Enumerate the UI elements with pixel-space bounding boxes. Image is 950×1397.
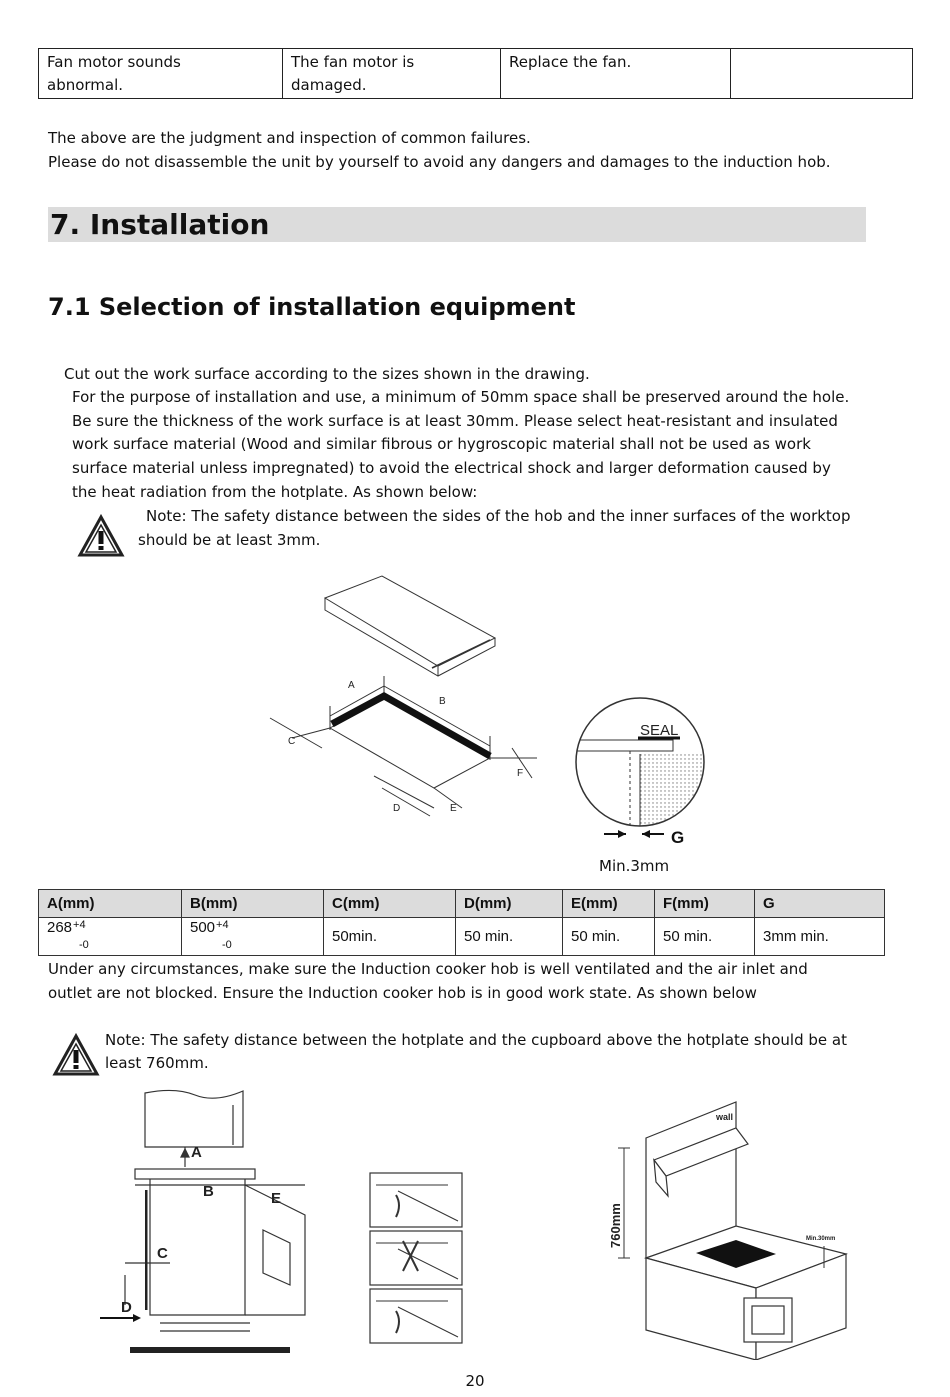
height-760-label: 760mm bbox=[608, 1203, 623, 1248]
wall-label: wall bbox=[716, 1112, 734, 1122]
min-3mm-label: Min.3mm bbox=[599, 857, 670, 875]
dim-label-a: A bbox=[348, 680, 355, 691]
header-a: A(mm) bbox=[39, 890, 182, 918]
value-b bbox=[190, 919, 232, 951]
header-g: G bbox=[755, 890, 885, 918]
solution-text: Replace the fan. bbox=[509, 53, 632, 71]
table-row bbox=[39, 49, 913, 99]
value-a-plus: +4 bbox=[73, 919, 86, 931]
side-label-d: D bbox=[121, 1299, 132, 1316]
value-d: 50 min. bbox=[456, 918, 563, 956]
side-label-b: B bbox=[203, 1183, 214, 1200]
failure-table bbox=[38, 48, 913, 99]
section-heading-bar bbox=[48, 207, 866, 242]
value-b-plus: +4 bbox=[216, 919, 229, 931]
seal-label: SEAL bbox=[640, 722, 679, 739]
header-c: C(mm) bbox=[324, 890, 456, 918]
value-b-base: 500 bbox=[190, 919, 216, 936]
body-line-6: the heat radiation from the hotplate. As shown below: bbox=[72, 483, 478, 501]
dim-label-c: C bbox=[288, 736, 296, 747]
body-line-3: Be sure the thickness of the work surface is at least 30mm. Please select heat-resistant and insulated bbox=[72, 412, 838, 430]
dim-label-e: E bbox=[450, 803, 457, 814]
value-b-cell bbox=[182, 918, 324, 956]
side-label-c: C bbox=[157, 1245, 168, 1262]
note2-line-2: least 760mm. bbox=[105, 1054, 209, 1072]
cutout-diagram bbox=[262, 568, 552, 828]
page-number: 20 bbox=[465, 1372, 485, 1390]
dimensions-table bbox=[38, 889, 885, 956]
table-row bbox=[39, 918, 885, 956]
side-label-a: A bbox=[191, 1144, 202, 1161]
fault-text: Fan motor sounds abnormal. bbox=[47, 53, 181, 94]
g-label: G bbox=[671, 828, 685, 847]
body-line-1: Cut out the work surface according to the sizes shown in the drawing. bbox=[64, 365, 590, 383]
value-b-minus: -0 bbox=[222, 939, 232, 951]
header-f: F(mm) bbox=[655, 890, 755, 918]
cause-cell bbox=[283, 49, 501, 99]
value-a-cell bbox=[39, 918, 182, 956]
body-line-4: work surface material (Wood and similar fibrous or hygroscopic material shall not be used as work bbox=[72, 435, 811, 453]
value-a-minus: -0 bbox=[79, 939, 89, 951]
intro-line-1: The above are the judgment and inspection of common failures. bbox=[48, 129, 531, 147]
header-b: B(mm) bbox=[182, 890, 324, 918]
header-e: E(mm) bbox=[563, 890, 655, 918]
warning-triangle-icon bbox=[52, 1033, 100, 1077]
note2-line-1: Note: The safety distance between the hotplate and the cupboard above the hotplate should be at bbox=[105, 1031, 847, 1049]
dim-label-b: B bbox=[439, 696, 446, 707]
section-title: 7. Installation bbox=[50, 208, 270, 241]
value-g: 3mm min. bbox=[755, 918, 885, 956]
dim-label-d: D bbox=[393, 803, 401, 814]
ventilation-side-diagram bbox=[95, 1085, 315, 1360]
clearance-3d-diagram bbox=[596, 1098, 854, 1360]
value-f: 50 min. bbox=[655, 918, 755, 956]
note1-line-2: should be at least 3mm. bbox=[138, 531, 321, 549]
empty-cell bbox=[731, 49, 913, 99]
header-d: D(mm) bbox=[456, 890, 563, 918]
table-row bbox=[39, 890, 885, 918]
vent-line-2: outlet are not blocked. Ensure the Induction cooker hob is in good work state. As shown below bbox=[48, 984, 757, 1002]
vent-detail-panels bbox=[368, 1171, 466, 1351]
min-30mm-label: Min.30mm bbox=[806, 1236, 836, 1242]
note1-line-1: Note: The safety distance between the sides of the hob and the inner surfaces of the worktop bbox=[146, 507, 851, 525]
value-a-base: 268 bbox=[47, 919, 73, 936]
dim-label-f: F bbox=[517, 768, 524, 779]
warning-triangle-icon bbox=[77, 514, 125, 558]
value-a bbox=[47, 919, 89, 951]
body-line-5: surface material unless impregnated) to avoid the electrical shock and larger deformation caused by bbox=[72, 459, 831, 477]
fault-cell bbox=[39, 49, 283, 99]
value-e: 50 min. bbox=[563, 918, 655, 956]
value-c: 50min. bbox=[324, 918, 456, 956]
side-label-e: E bbox=[271, 1190, 282, 1207]
solution-cell bbox=[501, 49, 731, 99]
vent-line-1: Under any circumstances, make sure the Induction cooker hob is well ventilated and the air inlet and bbox=[48, 960, 808, 978]
cause-text: The fan motor is damaged. bbox=[291, 53, 415, 94]
intro-line-2: Please do not disassemble the unit by yourself to avoid any dangers and damages to the induction hob. bbox=[48, 153, 831, 171]
body-line-2: For the purpose of installation and use, a minimum of 50mm space shall be preserved around the hole. bbox=[72, 388, 850, 406]
subsection-title: 7.1 Selection of installation equipment bbox=[48, 293, 576, 321]
